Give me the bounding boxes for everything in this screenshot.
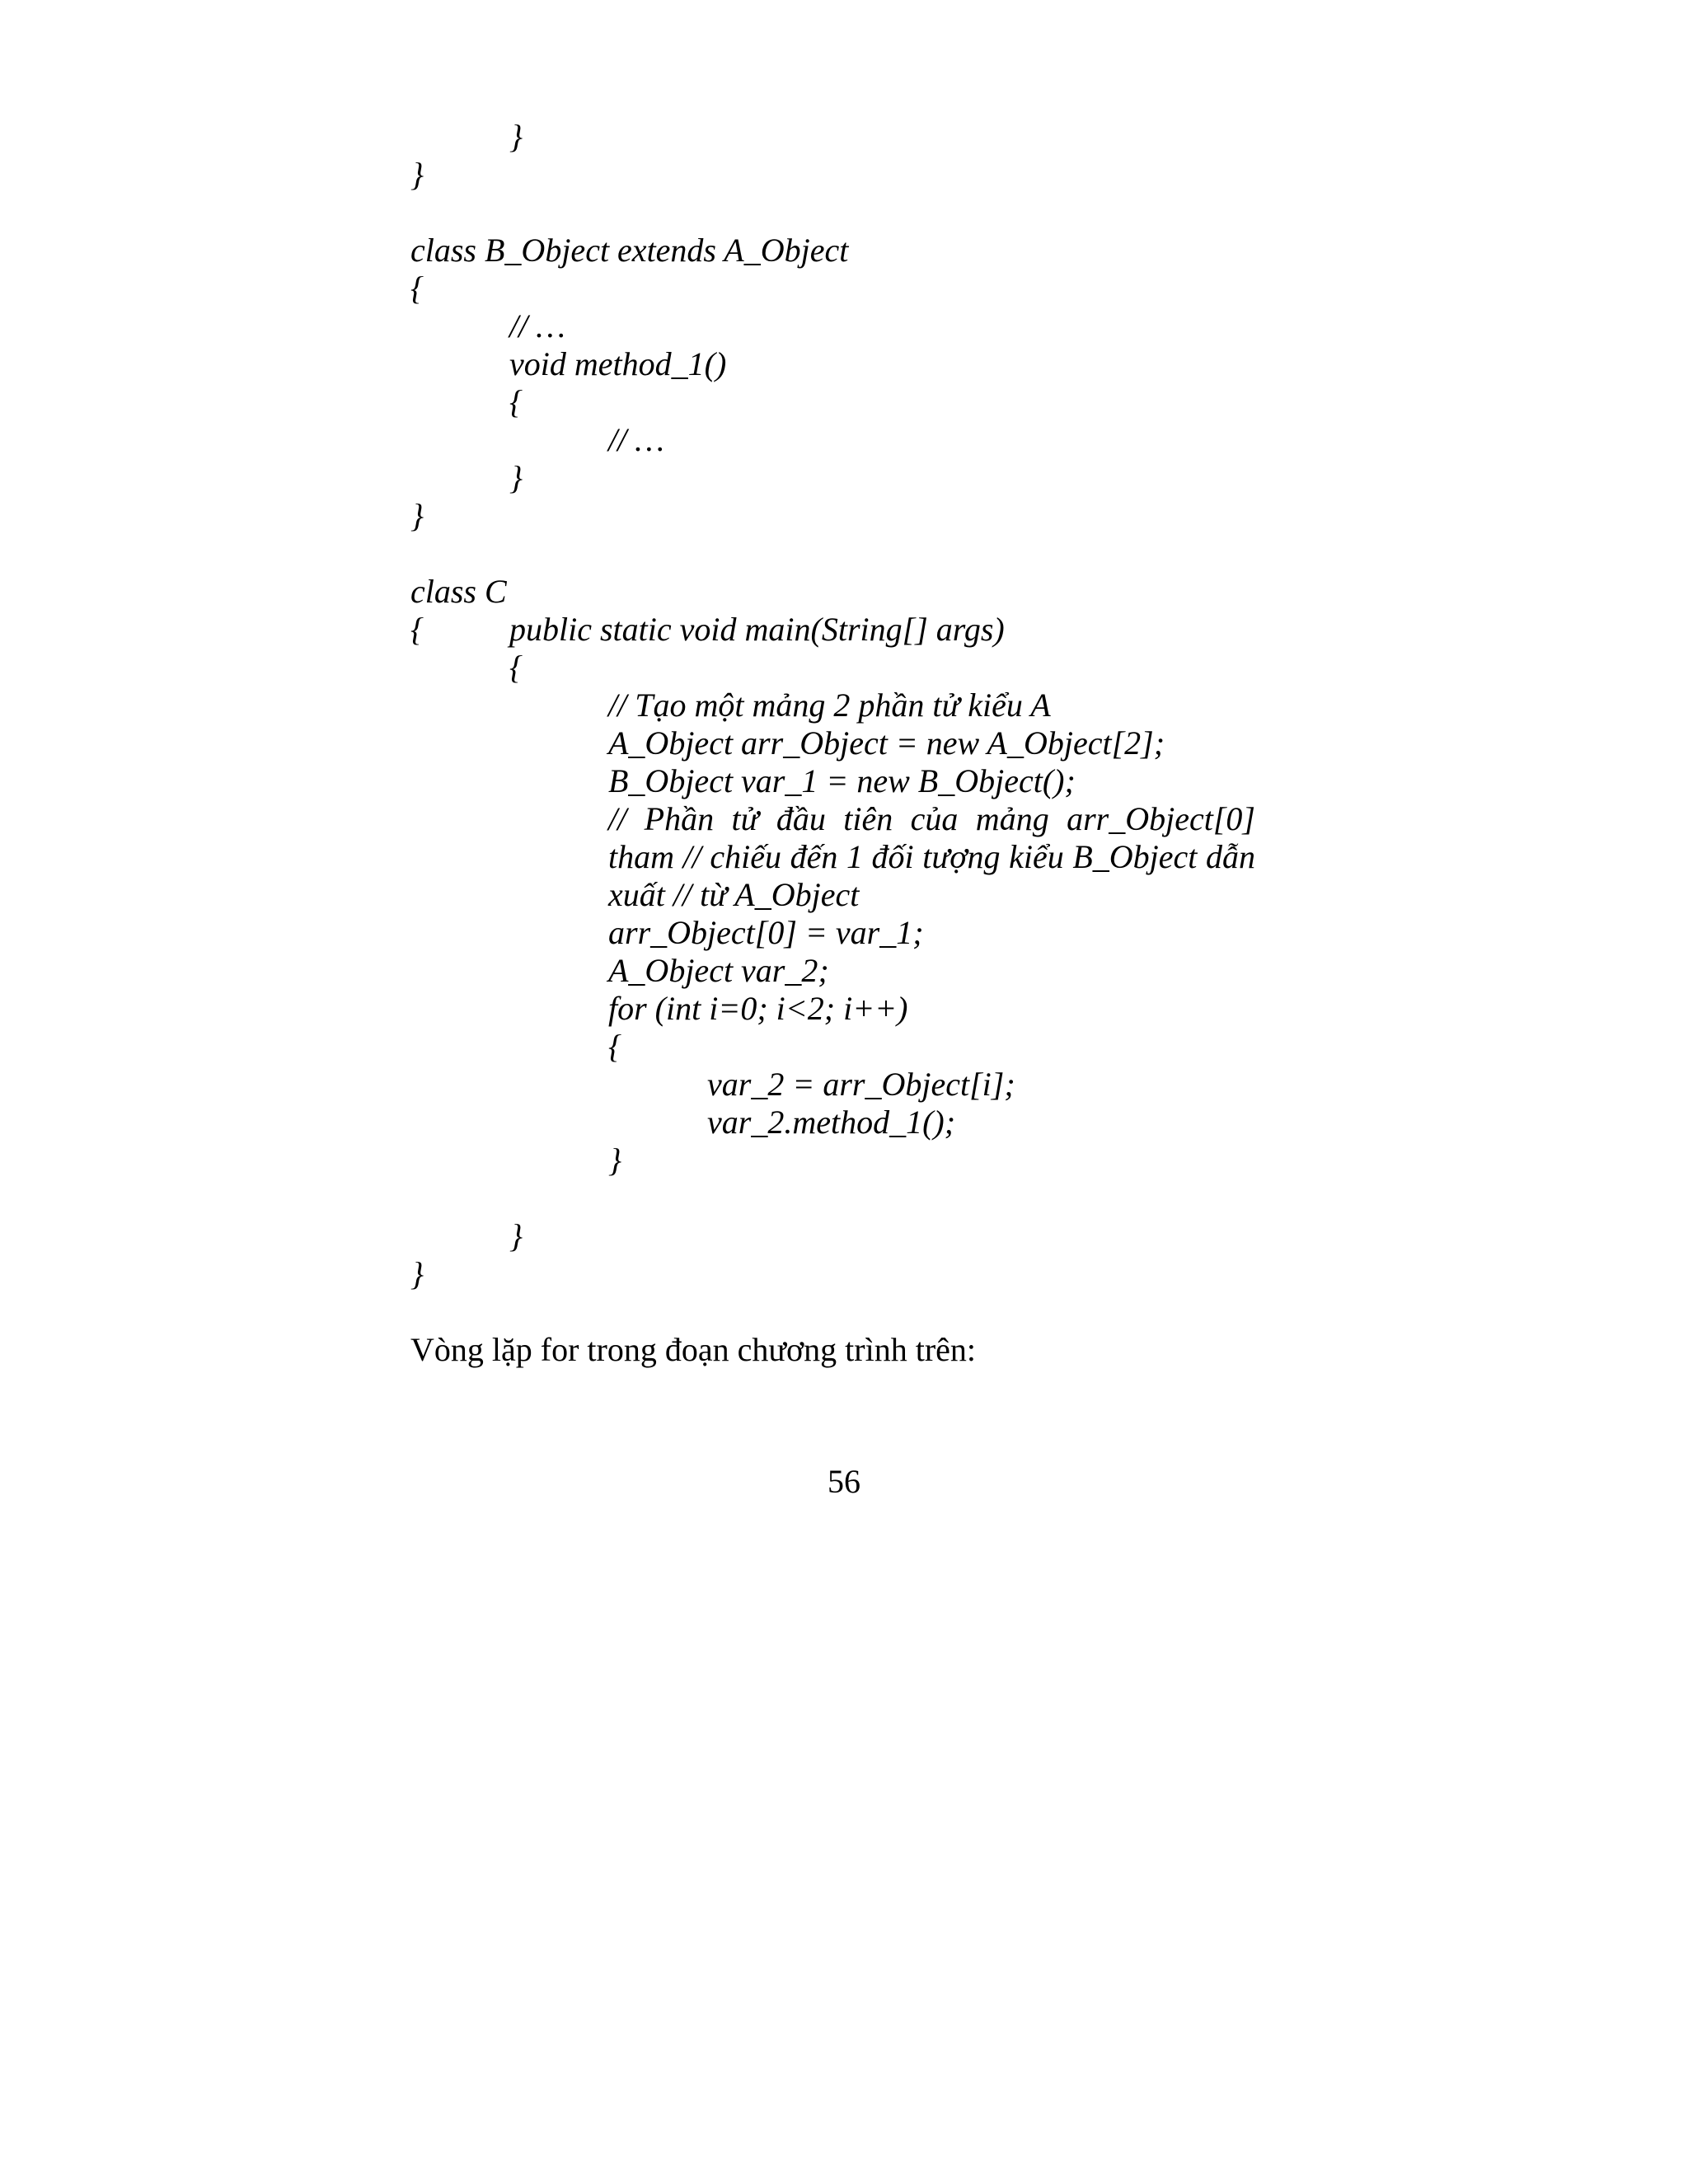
code-line-main-method: public static void main(String[] args)	[509, 611, 1005, 648]
code-line-array-declaration: A_Object arr_Object = new A_Object[2];	[608, 724, 1165, 762]
code-line-var2-declaration: A_Object var_2;	[608, 952, 829, 989]
code-line-var1-declaration: B_Object var_1 = new B_Object();	[608, 762, 1076, 799]
code-line-closing-brace: }	[509, 459, 523, 496]
code-line-comment: // Phần tử đầu tiên của mảng arr_Object[0]	[608, 800, 1255, 837]
code-line-opening-brace: {	[410, 611, 424, 648]
code-line-opening-brace: {	[410, 269, 424, 307]
code-line-class-c: class C	[410, 573, 507, 610]
code-line-opening-brace: {	[509, 649, 523, 686]
code-line-method-call: var_2.method_1();	[707, 1104, 956, 1141]
code-line-class-b-object: class B_Object extends A_Object	[410, 232, 849, 269]
code-line-closing-brace: }	[608, 1141, 621, 1179]
code-line-comment: tham // chiếu đến 1 đối tượng kiểu B_Object dẫn	[608, 838, 1255, 875]
code-line-closing-brace: }	[509, 118, 523, 155]
code-line-opening-brace: {	[509, 383, 523, 420]
code-line-closing-brace: }	[509, 1217, 523, 1254]
code-line-array-assignment: arr_Object[0] = var_1;	[608, 914, 924, 951]
code-line-comment: // …	[608, 421, 664, 458]
code-line-comment: // …	[509, 307, 565, 344]
code-line-closing-brace: }	[410, 156, 424, 193]
code-line-comment: // Tạo một mảng 2 phần tử kiểu A	[608, 687, 1051, 724]
page-number: 56	[828, 1463, 860, 1500]
code-line-comment: xuất // từ A_Object	[608, 876, 860, 913]
code-line-opening-brace: {	[608, 1028, 621, 1065]
code-line-var2-assignment: var_2 = arr_Object[i];	[707, 1066, 1015, 1103]
body-paragraph: Vòng lặp for trong đoạn chương trình trên:	[410, 1331, 977, 1368]
code-line-closing-brace: }	[410, 497, 424, 534]
code-line-method-declaration: void method_1()	[509, 345, 727, 382]
code-line-closing-brace: }	[410, 1255, 424, 1292]
code-line-for-loop: for (int i=0; i<2; i++)	[608, 990, 908, 1027]
